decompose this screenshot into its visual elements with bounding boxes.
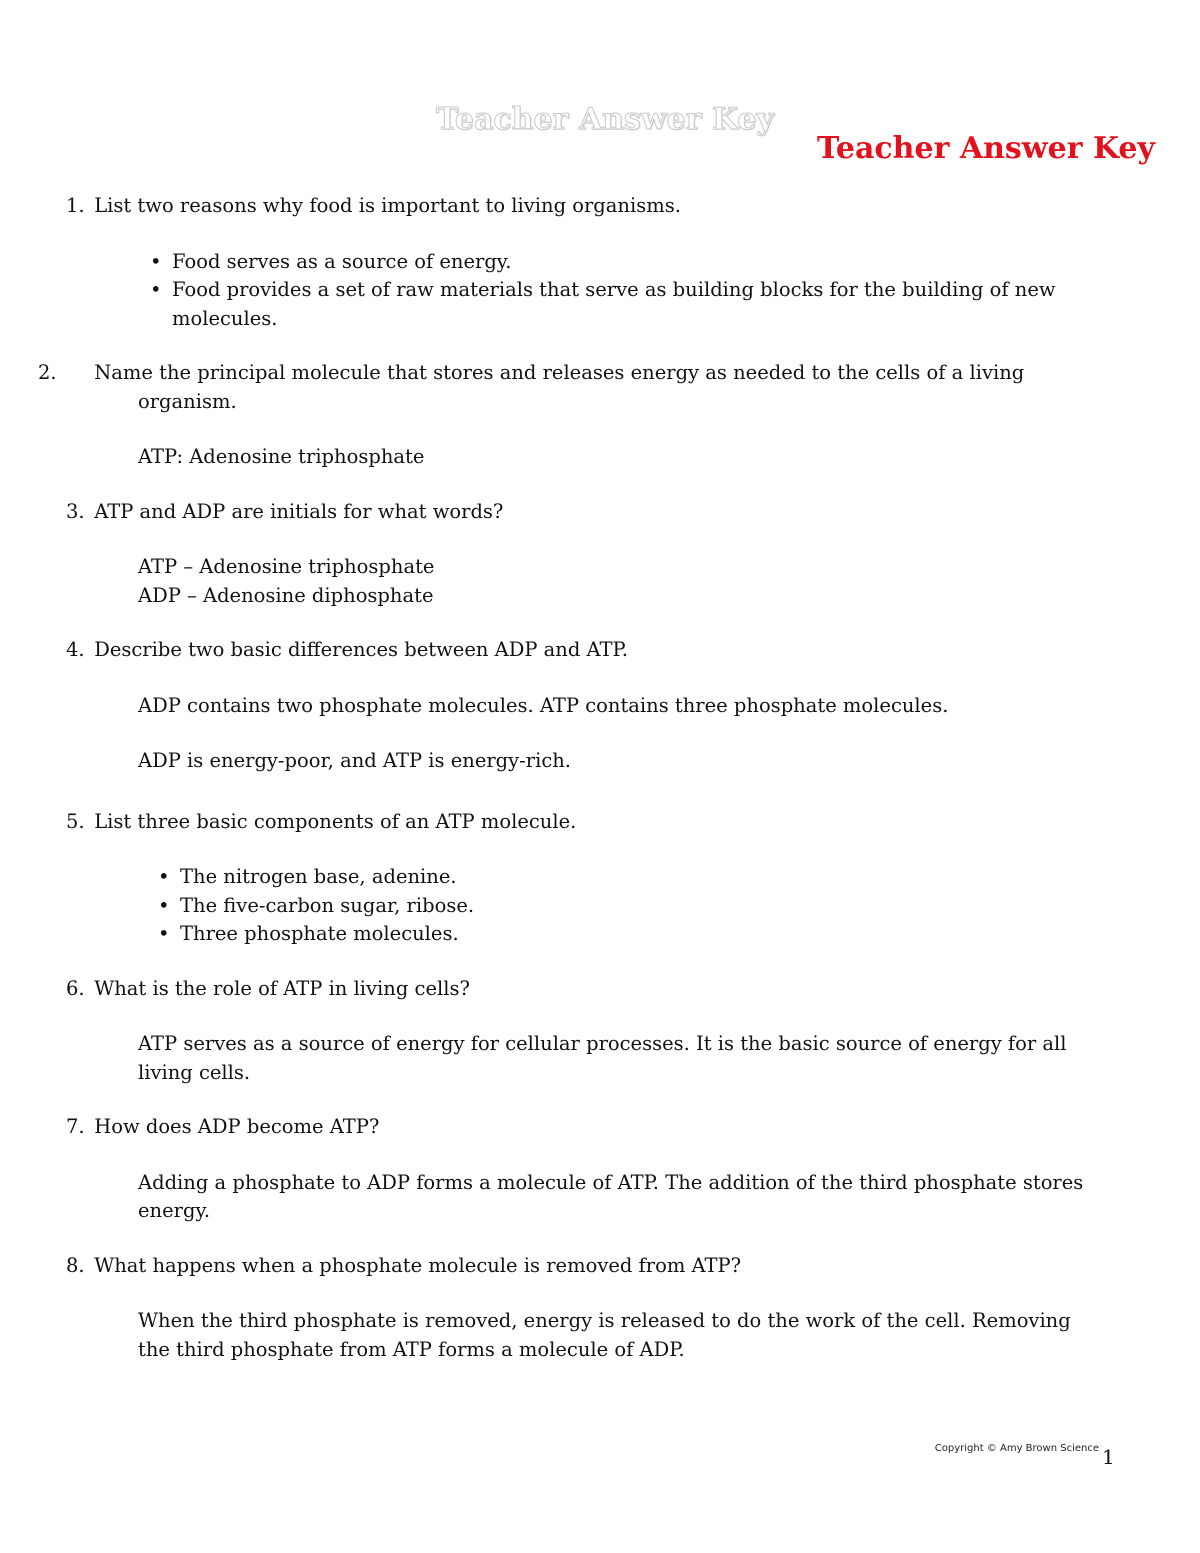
answer-8: When the third phosphate is removed, energy is released to do the work of the cell. Removing the third phosphate from ATP forms a molecule of ADP. bbox=[138, 1309, 1071, 1361]
question-3: 3. ATP and ADP are initials for what words? bbox=[66, 499, 504, 523]
question-7: 7. How does ADP become ATP? bbox=[66, 1115, 380, 1138]
bullet-icon: • bbox=[150, 249, 162, 273]
page-number: 1 bbox=[1102, 1445, 1115, 1469]
question-text: Describe two basic differences between ADP and ATP. bbox=[94, 638, 628, 661]
list-item: • Food provides a set of raw materials that serve as building blocks for the building of new molecules. bbox=[150, 278, 1056, 330]
question-6: 6. What is the role of ATP in living cells? bbox=[66, 976, 470, 1000]
question-text: List three basic components of an ATP molecule. bbox=[94, 809, 577, 833]
answer-2: ATP: Adenosine triphosphate bbox=[138, 445, 425, 468]
list-item: • The five-carbon sugar, ribose. bbox=[88, 892, 1098, 921]
page-title: Teacher Answer Key bbox=[817, 131, 1155, 166]
question-text: Name the principal molecule that stores and releases energy as needed to the cells of a living organism. bbox=[94, 361, 1025, 413]
list-item: • Food serves as a source of energy. bbox=[88, 248, 1098, 277]
answer-3b: ADP – Adenosine diphosphate bbox=[138, 583, 434, 607]
answer-key-content bbox=[38, 192, 1098, 1364]
question-4: 4. Describe two basic differences between ADP and ATP. bbox=[66, 638, 628, 661]
list-item: • The nitrogen base, adenine. bbox=[88, 863, 1098, 892]
answer-list-1 bbox=[88, 248, 1098, 334]
bullet-icon: • bbox=[158, 865, 170, 888]
question-text: What is the role of ATP in living cells? bbox=[94, 976, 470, 1000]
answer-4b: ADP is energy-poor, and ATP is energy-rich. bbox=[138, 749, 571, 772]
bullet-icon: • bbox=[158, 893, 170, 917]
answer-list-5 bbox=[88, 863, 1098, 949]
question-text: How does ADP become ATP? bbox=[94, 1115, 380, 1138]
copyright-footer: Copyright © Amy Brown Science bbox=[934, 1443, 1099, 1454]
answer-7: Adding a phosphate to ADP forms a molecule of ATP. The addition of the third phosphate stores energy. bbox=[138, 1170, 1084, 1222]
answer-6: ATP serves as a source of energy for cellular processes. It is the basic source of energy for all living cells. bbox=[138, 1032, 1067, 1084]
question-5: 5. List three basic components of an ATP molecule. bbox=[66, 809, 577, 833]
question-text: ATP and ADP are initials for what words? bbox=[94, 499, 504, 523]
bullet-icon: • bbox=[158, 922, 170, 945]
list-item: • Three phosphate molecules. bbox=[88, 920, 1098, 949]
watermark-title: Teacher Answer Key bbox=[436, 102, 774, 137]
bullet-icon: • bbox=[150, 278, 162, 301]
answer-4a: ADP contains two phosphate molecules. ATP contains three phosphate molecules. bbox=[138, 693, 949, 717]
question-1: 1. List two reasons why food is important to living organisms. bbox=[66, 194, 681, 217]
answer-3a: ATP – Adenosine triphosphate bbox=[138, 555, 435, 578]
question-2: 2. Name the principal molecule that stores and releases energy as needed to the cells of a living organism. bbox=[38, 361, 1025, 413]
question-8: 8. What happens when a phosphate molecule is removed from ATP? bbox=[66, 1253, 742, 1277]
question-text: List two reasons why food is important to living organisms. bbox=[94, 194, 681, 217]
question-text: What happens when a phosphate molecule is removed from ATP? bbox=[94, 1253, 742, 1277]
